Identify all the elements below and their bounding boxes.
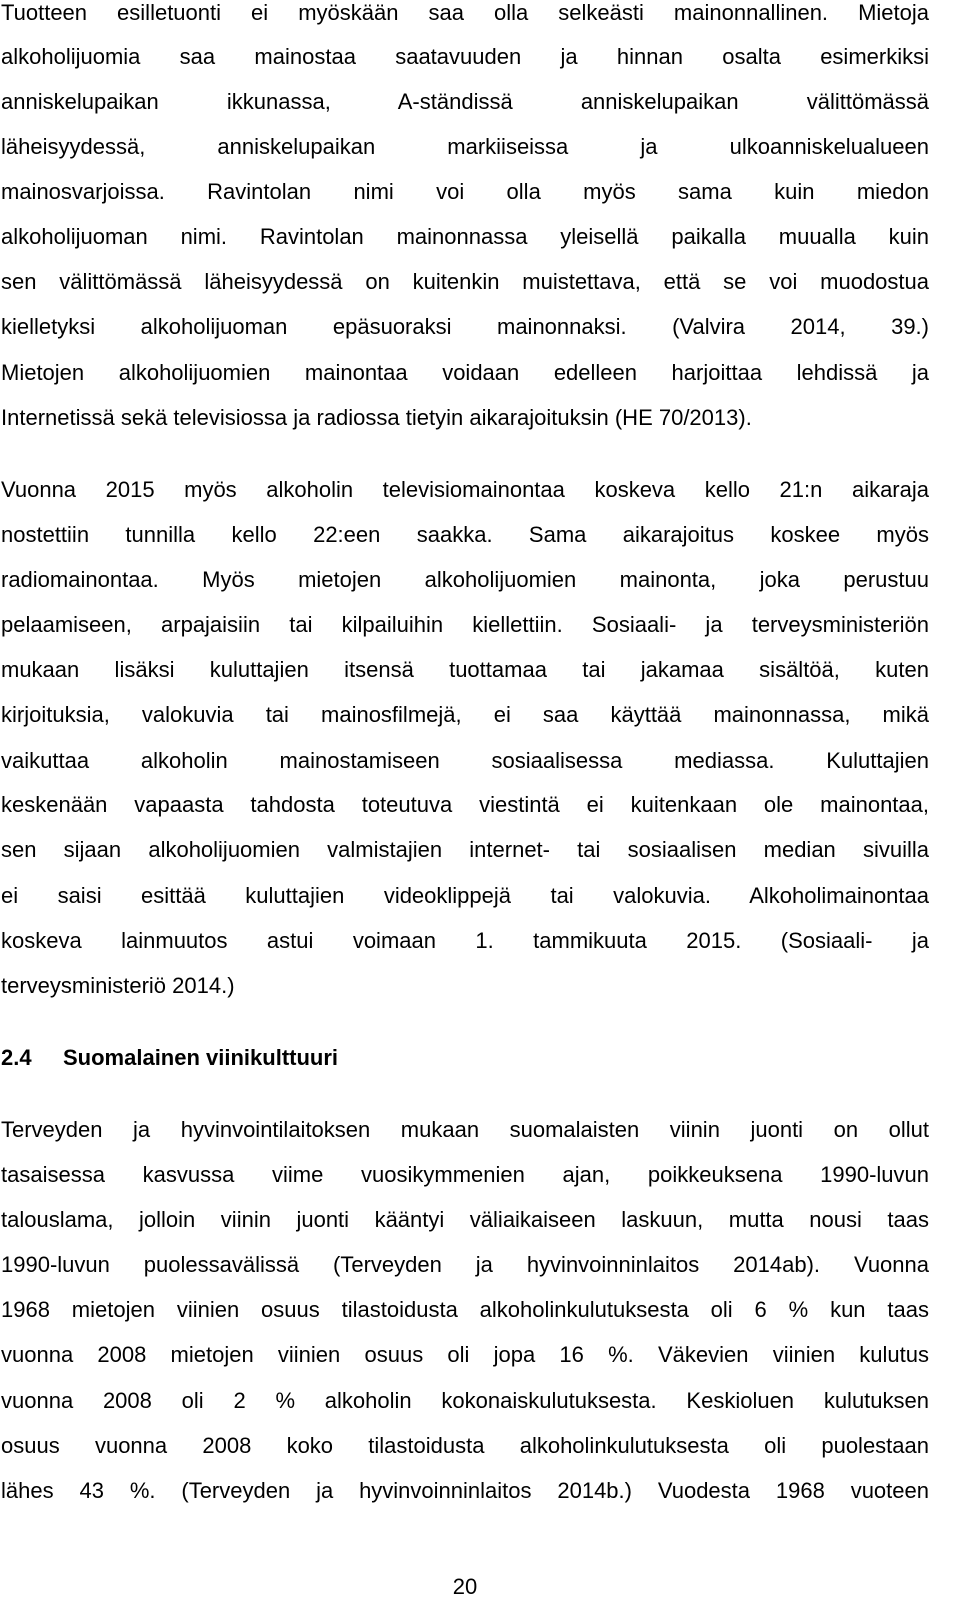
text-line: sen sijaan alkoholijuomien valmistajien internet- tai sosiaalisen median sivuilla — [1, 837, 929, 862]
text-line: pelaamiseen, arpajaisiin tai kilpailuihin kiellettiin. Sosiaali- ja terveysministeriön — [1, 612, 929, 637]
text-line: koskeva lainmuutos astui voimaan 1. tammikuuta 2015. (Sosiaali- ja — [1, 928, 929, 953]
section-title: Suomalainen viinikulttuuri — [63, 1045, 339, 1070]
section-number: 2.4 — [1, 1045, 32, 1070]
text-line: anniskelupaikan ikkunassa, A-ständissä anniskelupaikan välittömässä — [1, 89, 929, 114]
text-line: Internetissä sekä televisiossa ja radiossa tietyin aikarajoituksin (HE 70/2013). — [1, 405, 752, 430]
text-line: vaikuttaa alkoholin mainostamiseen sosiaalisessa mediassa. Kuluttajien — [1, 748, 929, 773]
text-line: mukaan lisäksi kuluttajien itsensä tuottamaa tai jakamaa sisältöä, kuten — [1, 657, 929, 682]
text-line: kirjoituksia, valokuvia tai mainosfilmejä, ei saa käyttää mainonnassa, mikä — [1, 702, 929, 727]
text-line: ei saisi esittää kuluttajien videoklippejä tai valokuvia. Alkoholimainontaa — [1, 883, 929, 908]
text-line: mainosvarjoissa. Ravintolan nimi voi olla myös sama kuin miedon — [1, 179, 929, 204]
text-line: terveysministeriö 2014.) — [1, 973, 235, 998]
text-line: läheisyydessä, anniskelupaikan markiiseissa ja ulkoanniskelualueen — [1, 134, 929, 159]
text-line: osuus vuonna 2008 koko tilastoidusta alkoholinkulutuksesta oli puolestaan — [1, 1433, 929, 1458]
page-number: 20 — [452, 1574, 478, 1599]
text-line: sen välittömässä läheisyydessä on kuitenkin muistettava, että se voi muodostua — [1, 269, 929, 294]
section-heading — [1, 1045, 338, 1071]
text-line: lähes 43 %. (Terveyden ja hyvinvoinninlaitos 2014b.) Vuodesta 1968 vuoteen — [1, 1478, 929, 1503]
text-line: tasaisessa kasvussa viime vuosikymmenien ajan, poikkeuksena 1990-luvun — [1, 1162, 929, 1187]
text-line: vuonna 2008 mietojen viinien osuus oli jopa 16 %. Väkevien viinien kulutus — [1, 1342, 929, 1367]
text-line: talouslama, jolloin viinin juonti kääntyi väliaikaiseen laskuun, mutta nousi taas — [1, 1207, 929, 1232]
text-line: kielletyksi alkoholijuoman epäsuoraksi mainonnaksi. (Valvira 2014, 39.) — [1, 314, 929, 339]
text-line: radiomainontaa. Myös mietojen alkoholijuomien mainonta, joka perustuu — [1, 567, 929, 592]
text-line: alkoholijuomia saa mainostaa saatavuuden ja hinnan osalta esimerkiksi — [1, 44, 929, 69]
text-line: nostettiin tunnilla kello 22:een saakka. Sama aikarajoitus koskee myös — [1, 522, 929, 547]
text-line: keskenään vapaasta tahdosta toteutuva viestintä ei kuitenkaan ole mainontaa, — [1, 792, 929, 817]
text-line: 1990-luvun puolessavälissä (Terveyden ja hyvinvoinninlaitos 2014ab). Vuonna — [1, 1252, 929, 1277]
text-line: vuonna 2008 oli 2 % alkoholin kokonaiskulutuksesta. Keskioluen kulutuksen — [1, 1388, 929, 1413]
text-line: alkoholijuoman nimi. Ravintolan mainonnassa yleisellä paikalla muualla kuin — [1, 224, 929, 249]
text-line: Tuotteen esilletuonti ei myöskään saa olla selkeästi mainonnallinen. Mietoja — [1, 0, 929, 25]
text-line: 1968 mietojen viinien osuus tilastoidusta alkoholinkulutuksesta oli 6 % kun taas — [1, 1297, 929, 1322]
text-line: Mietojen alkoholijuomien mainontaa voidaan edelleen harjoittaa lehdissä ja — [1, 360, 929, 385]
text-line: Vuonna 2015 myös alkoholin televisiomainontaa koskeva kello 21:n aikaraja — [1, 477, 929, 502]
text-line: Terveyden ja hyvinvointilaitoksen mukaan suomalaisten viinin juonti on ollut — [1, 1117, 929, 1142]
